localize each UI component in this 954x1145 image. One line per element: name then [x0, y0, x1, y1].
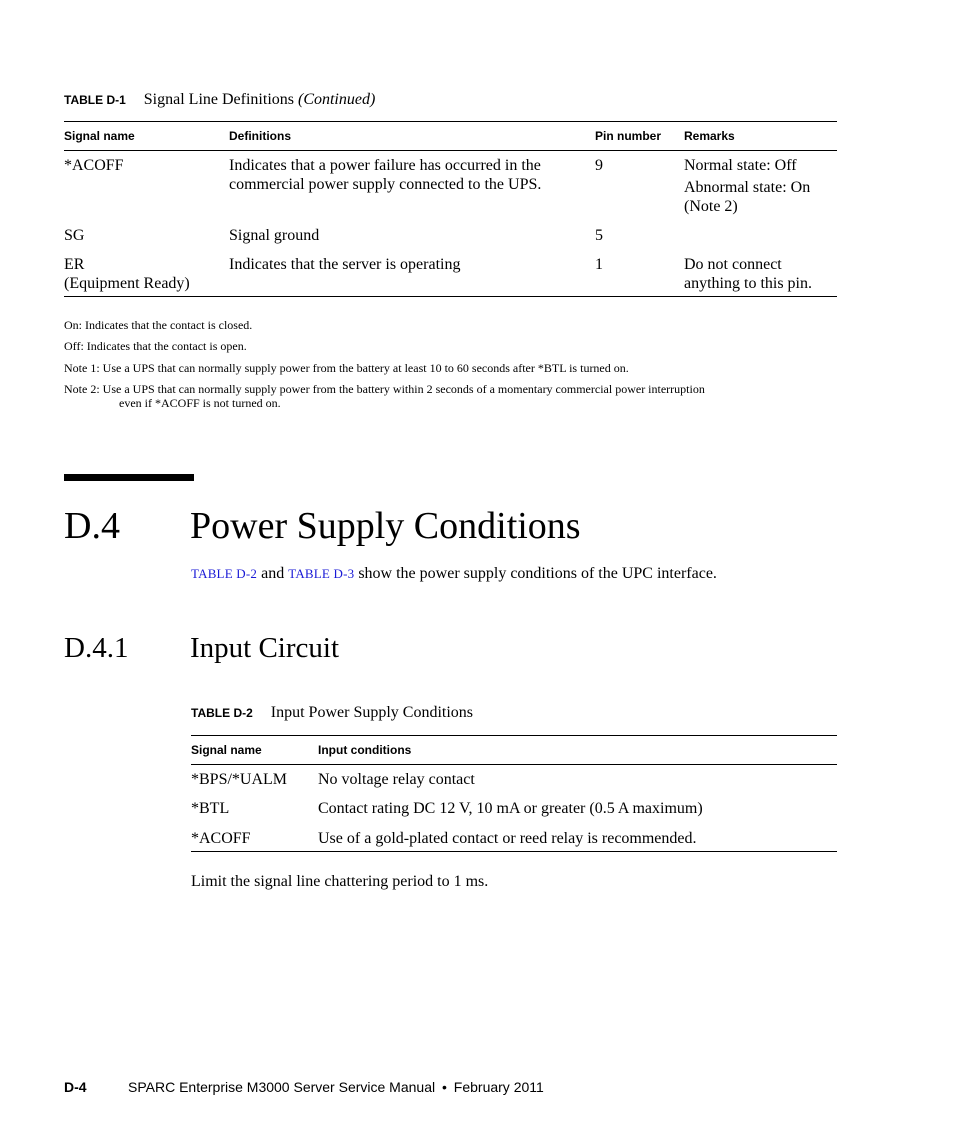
table-d1-continued: (Continued): [297, 91, 376, 108]
table-d3-link[interactable]: TABLE D-3: [288, 566, 355, 581]
section-title: Power Supply Conditions: [190, 505, 581, 547]
subsection-title: Input Circuit: [190, 632, 340, 664]
table-d2-caption: [191, 704, 473, 722]
cell-remark-line: (Note 2): [684, 198, 738, 215]
cell-condition: No voltage relay contact: [318, 771, 475, 788]
cell-condition: Contact rating DC 12 V, 10 mA or greater (0.5 A maximum): [318, 800, 703, 817]
note-2-continued: even if *ACOFF is not turned on.: [119, 396, 281, 410]
table-d2-bottom-rule: [191, 851, 837, 852]
note-1: Note 1: Use a UPS that can normally supply power from the battery at least 10 to 60 seconds after *BTL is turned on.: [64, 361, 629, 375]
cell-signal: *BTL: [191, 800, 230, 817]
table-d2-title: Input Power Supply Conditions: [270, 704, 474, 721]
footer-manual-title: SPARC Enterprise M3000 Server Service Manual: [128, 1079, 436, 1095]
table-d1-top-rule: [64, 121, 837, 122]
table-d1-title: Signal Line Definitions: [143, 91, 294, 108]
subsection-number: D.4.1: [64, 632, 129, 664]
cell-remark-line: anything to this pin.: [684, 275, 812, 292]
cell-definition-line: Signal ground: [229, 227, 320, 244]
footer-date: February 2011: [453, 1079, 544, 1095]
footer-bullet: •: [441, 1079, 447, 1095]
note-off: Off: Indicates that the contact is open.: [64, 339, 247, 353]
table-d2-header-signal: Signal name: [191, 743, 262, 757]
note-on: On: Indicates that the contact is closed.: [64, 318, 253, 332]
section-intro-paragraph: [191, 565, 717, 583]
note-2: Note 2: Use a UPS that can normally supply power from the battery within 2 seconds of a momentary commercial power interruption: [64, 382, 705, 396]
cell-signal: *ACOFF: [191, 830, 251, 847]
cell-definition-line: commercial power supply connected to the UPS.: [229, 176, 542, 193]
cell-signal: ER: [64, 256, 85, 273]
table-d1-caption: [64, 91, 375, 109]
table-d1-bottom-rule: [64, 296, 837, 297]
table-d2-label: TABLE D-2: [191, 706, 253, 720]
cell-pin: 1: [595, 256, 603, 273]
cell-signal: *BPS/*UALM: [191, 771, 288, 788]
cell-remark-line: Do not connect: [684, 256, 782, 273]
table-d1-header-pin: Pin number: [595, 129, 662, 143]
footer-page-number: D-4: [64, 1079, 87, 1095]
section-heading-bar: [64, 474, 194, 481]
cell-definition-line: Indicates that the server is operating: [229, 256, 461, 273]
cell-signal: (Equipment Ready): [64, 275, 190, 292]
cell-remark-line: Abnormal state: On: [684, 179, 811, 196]
cell-definition-line: Indicates that a power failure has occurred in the: [229, 157, 541, 174]
and-text: and: [261, 565, 285, 582]
cell-pin: 9: [595, 157, 603, 174]
cell-signal: SG: [64, 227, 85, 244]
footer-manual-info: [128, 1079, 544, 1095]
table-d2-link[interactable]: TABLE D-2: [191, 566, 258, 581]
table-d1-label: TABLE D-1: [64, 93, 126, 107]
intro-text: show the power supply conditions of the UPC interface.: [358, 565, 717, 582]
table-d1-header-definitions: Definitions: [229, 129, 291, 143]
table-d2-header-rule: [191, 764, 837, 765]
cell-pin: 5: [595, 227, 603, 244]
table-d1-header-remarks: Remarks: [684, 129, 735, 143]
closing-paragraph: Limit the signal line chattering period to 1 ms.: [191, 873, 489, 890]
table-d2-top-rule: [191, 735, 837, 736]
cell-remark-line: Normal state: Off: [684, 157, 797, 174]
section-number: D.4: [64, 505, 120, 547]
table-d2-header-conditions: Input conditions: [318, 743, 412, 757]
cell-signal: *ACOFF: [64, 157, 124, 174]
cell-condition: Use of a gold-plated contact or reed relay is recommended.: [318, 830, 697, 847]
table-d1-header-signal: Signal name: [64, 129, 135, 143]
table-d1-header-rule: [64, 150, 837, 151]
